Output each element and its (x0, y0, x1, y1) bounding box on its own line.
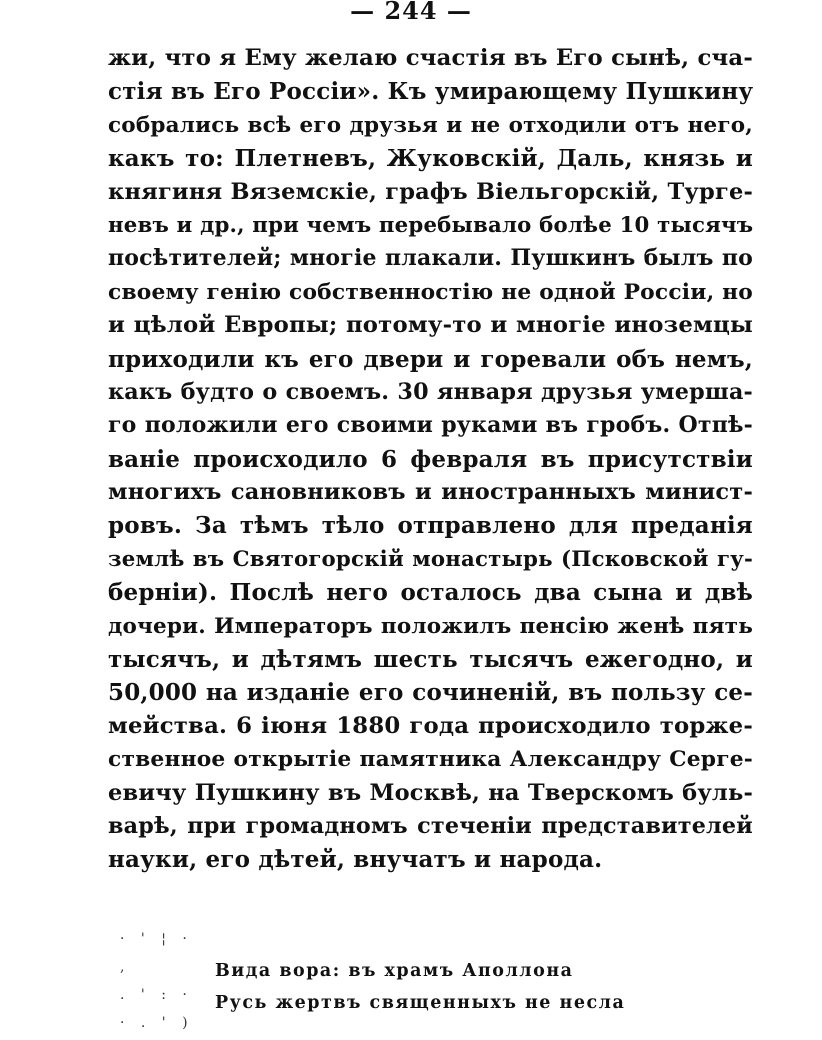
verse-line: Русь жертвъ священныхъ не несла (215, 993, 626, 1013)
text-line: берніи). Послѣ него осталось два сына и двѣ (108, 579, 753, 607)
text-line: науки, его дѣтей, внучатъ и народа. (108, 846, 603, 874)
text-line: землѣ въ Святогорскій монастырь (Псковской гу- (108, 546, 753, 572)
text-line: варѣ, при громадномъ стеченіи представителей (108, 812, 753, 839)
verse-line: Вида вора: въ храмъ Аполлона (215, 961, 574, 981)
text-line: го положили его своими руками въ гробъ. Отпѣ- (108, 412, 753, 439)
text-line: какъ будто о своемъ. 30 января друзья умершa- (108, 378, 753, 405)
body-text (108, 42, 753, 877)
text-line: евичу Пушкину въ Москвѣ, на Тверскомъ буль- (108, 779, 753, 806)
text-line: ственное открытіе памятника Александру Серге- (108, 747, 753, 773)
page-number: — 244 — (350, 0, 472, 25)
text-line: какъ то: Плетневъ, Жуковскій, Даль, князь и (108, 145, 753, 173)
text-line: жи, что я Ему желаю счастія въ Его сынѣ, сча- (108, 45, 753, 71)
text-line: ваніе происходило 6 февраля въ присутствіи (108, 445, 753, 473)
text-line: своему генію собственностію не одной Россіи, но (108, 279, 753, 305)
text-line: посѣтителей; многіе плакали. Пушкинъ былъ по (108, 245, 753, 272)
text-line: собрались всѣ его друзья и не отходили отъ него, (108, 112, 753, 138)
print-specks: · ' ¦ · , . ' : · · . ' ) (120, 931, 194, 1031)
text-line: дочери. Императоръ положилъ пенсію женѣ пять (108, 613, 753, 639)
text-line: мейства. 6 іюня 1880 года происходило торже- (108, 712, 753, 739)
text-line: невъ и др., при чемъ перебывало болѣе 10 тысячъ (108, 212, 754, 238)
verse-quote (215, 955, 635, 1019)
text-line: приходили къ его двери и горевали объ немъ, (108, 345, 753, 373)
text-line: ровъ. За тѣмъ тѣло отправлено для преданія (108, 512, 753, 540)
text-line: тысячъ, и дѣтямъ шесть тысячъ ежегодно, и (108, 646, 753, 674)
text-line: и цѣлой Европы; потому-то и многіе иноземцы (108, 312, 753, 339)
text-line: княгиня Вяземскіе, графъ Віельгорскій, Турге- (108, 178, 753, 205)
text-line: многихъ сановниковъ и иностранныхъ минист- (108, 479, 753, 506)
text-line: 50,000 на изданіе его сочиненій, въ пользу се- (108, 679, 753, 707)
text-line: стія въ Его Россіи». Къ умирающему Пушкину (108, 78, 754, 106)
